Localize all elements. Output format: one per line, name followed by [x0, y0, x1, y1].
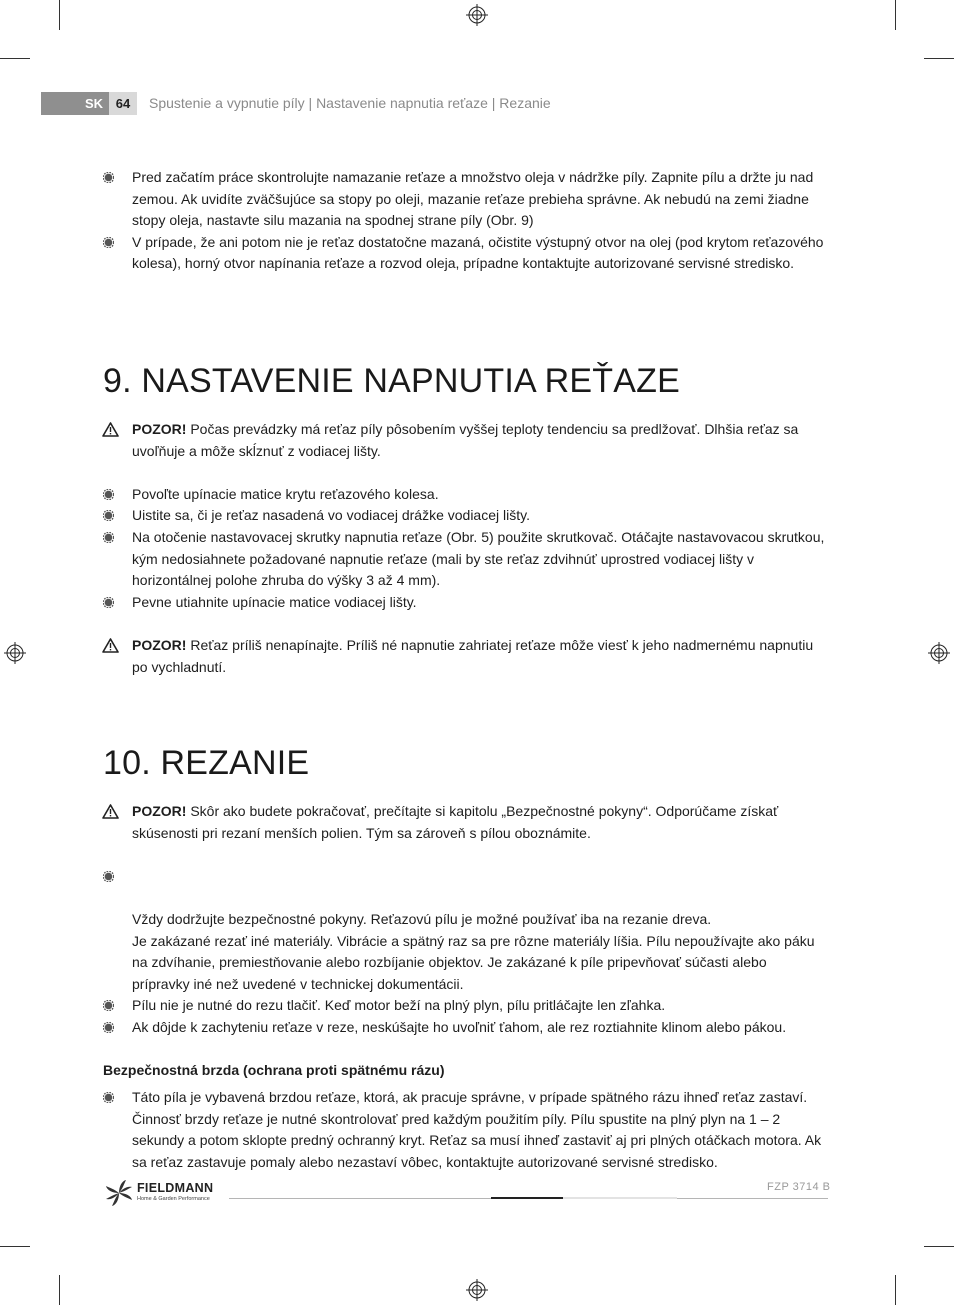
- language-badge: SK: [41, 92, 109, 115]
- registration-mark-icon: [928, 642, 950, 664]
- crop-mark: [924, 58, 954, 59]
- crop-mark: [59, 1275, 60, 1305]
- gear-bullet-icon: [103, 532, 114, 543]
- list-item: Ak dôjde k zachyteniu reťaze v reze, neskúšajte ho uvoľniť ťahom, ale rez roztiahnite klinom alebo pákou.: [103, 1017, 825, 1039]
- gear-bullet-icon: [103, 237, 114, 248]
- crop-mark: [59, 0, 60, 30]
- gear-bullet-icon: [103, 1022, 114, 1033]
- footer-rule: [677, 1198, 828, 1199]
- section-10-body: [103, 801, 825, 1174]
- running-header: Spustenie a vypnutie píly | Nastavenie napnutia reťaze | Rezanie: [149, 95, 551, 111]
- warning-triangle-icon: [102, 638, 119, 653]
- warning-note: POZOR! Reťaz príliš nenapínajte. Príliš né napnutie zahriatej reťaze môže viesť k jeho nadmernému napnutiu po vychladnutí.: [103, 635, 825, 678]
- warning-label: POZOR!: [132, 421, 187, 437]
- gear-bullet-icon: [103, 510, 114, 521]
- list-item: Pílu nie je nutné do rezu tlačiť. Keď motor beží na plný plyn, pílu pritláčajte len zľahka.: [103, 995, 825, 1017]
- crop-mark: [0, 1246, 30, 1247]
- list-item: Pevne utiahnite upínacie matice vodiacej lišty.: [103, 592, 825, 614]
- gear-bullet-icon: [103, 871, 114, 882]
- crop-mark: [895, 1275, 896, 1305]
- brand-tagline: Home & Garden Performance: [137, 1196, 210, 1202]
- warning-triangle-icon: [102, 422, 119, 437]
- crop-mark: [924, 1246, 954, 1247]
- list-item: Vždy dodržujte bezpečnostné pokyny. Reťazovú pílu je možné používať iba na rezanie dreva. Je zakázané rezať iné materiály. Vibrácie a spätný raz sa pre rôzne materiály líšia. Pílu nepoužívajte ako páku na zdvíhanie, premiestňovanie alebo rozbíjanie objektov. Je zakázané k píle pripevňovať súčasti alebo prípravky iné než uvedené v technickej dokumentácii.: [103, 866, 825, 996]
- warning-label: POZOR!: [132, 636, 187, 653]
- registration-mark-icon: [466, 4, 488, 26]
- footer-rule: [563, 1197, 677, 1199]
- fieldmann-logo-icon: [104, 1178, 134, 1208]
- subheading: Bezpečnostná brzda (ochrana proti spätnému rázu): [103, 1061, 445, 1078]
- crop-mark: [895, 0, 896, 30]
- warning-note: POZOR! Počas prevádzky má reťaz píly pôsobením vyššej teploty tendenciu sa predlžovať. Dlhšia reťaz sa uvoľňuje a môže skĺznuť z vodiacej lišty.: [103, 419, 825, 462]
- registration-mark-icon: [4, 642, 26, 664]
- page-number: 64: [109, 92, 137, 115]
- list-item: Táto píla je vybavená brzdou reťaze, ktorá, ak pracuje správne, v prípade spätného rázu ihneď reťaz zastaví. Činnosť brzdy reťaze je nutné skontrolovať pred každým použitím píly. Pílu spustite na plný plyn na 1 – 2 sekundy a potom sklopte predný ochranný kryt. Reťaz sa musí ihneď zastaviť aj pri plných otáčkach motora. Ak sa reťaz zastavuje pomaly alebo nezastaví vôbec, kontaktujte autorizované servisné stredisko.: [103, 1087, 825, 1173]
- warning-triangle-icon: [102, 804, 119, 819]
- list-item: Pred začatím práce skontrolujte namazanie reťaze a množstvo oleja v nádržke píly. Zapnite pílu a držte ju nad zemou. Ak uvidíte zväčšujúce sa stopy po oleji, mazanie reťaze prebieha správne. Ak nebudú na zemi žiadne stopy oleja, nastavte silu mazania na spodnej strane píly (Obr. 9): [103, 167, 825, 232]
- section-9-title: 9. NASTAVENIE NAPNUTIA REŤAZE: [103, 362, 680, 400]
- gear-bullet-icon: [103, 172, 114, 183]
- gear-bullet-icon: [103, 1000, 114, 1011]
- warning-note: POZOR! Skôr ako budete pokračovať, prečítajte si kapitolu „Bezpečnostné pokyny“. Odporúčame získať skúsenosti pri rezaní menších polien. Tým sa zároveň s pílou oboznámite.: [103, 801, 825, 844]
- footer-rule-accent: [491, 1197, 563, 1199]
- brand-logo: [104, 1178, 229, 1208]
- registration-mark-icon: [466, 1279, 488, 1301]
- brand-name: FIELDMANN: [137, 1181, 214, 1195]
- list-item: Uistite sa, či je reťaz nasadená vo vodiacej drážke vodiacej lišty.: [103, 505, 825, 527]
- gear-bullet-icon: [103, 597, 114, 608]
- crop-mark: [0, 58, 30, 59]
- gear-bullet-icon: [103, 1092, 114, 1103]
- list-item: Povoľte upínacie matice krytu reťazového kolesa.: [103, 484, 825, 506]
- gear-bullet-icon: [103, 489, 114, 500]
- footer-rule: [229, 1198, 491, 1199]
- model-code: FZP 3714 B: [767, 1181, 831, 1193]
- list-item: V prípade, že ani potom nie je reťaz dostatočne mazaná, očistite výstupný otvor na olej (pod krytom reťazového kolesa), horný otvor napínania reťaze a rozvod oleja, prípadne kontaktujte autorizované servisné stredisko.: [103, 232, 825, 275]
- list-item: Na otočenie nastavovacej skrutky napnutia reťaze (Obr. 5) použite skrutkovač. Otáčajte nastavovacou skrutkou, kým nedosiahnete požadované napnutie reťaze (mali by ste reťaz zdvihnúť uprostred vodiacej lišty v horizontálnej polohe zhruba do výšky 3 až 4 mm).: [103, 527, 825, 592]
- warning-label: POZOR!: [132, 803, 187, 819]
- intro-list: [103, 167, 825, 275]
- section-10-title: 10. REZANIE: [103, 744, 310, 782]
- section-9-body: [103, 419, 825, 678]
